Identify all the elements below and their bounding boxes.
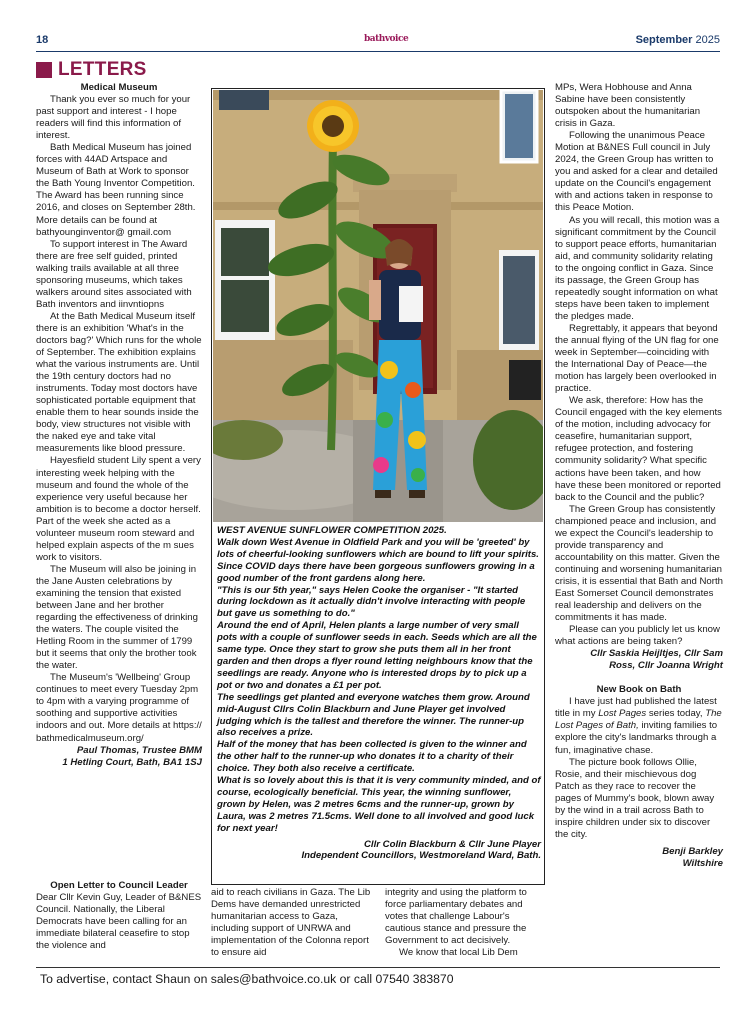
paragraph: Please can you publicly let us know what actions are being taken?: [555, 624, 720, 648]
paragraph: At the Bath Medical Museum itself there is an exhibition 'What's in the doctors bag?' Which runs for the whole of September. The exhibition explains what the various instruments are. Until the 19th century doctors had no instruments. Today most doctors have sophisticated portable equipment that enable them to hear sounds inside the body, view structures not visible with the naked eye and take vital measurements like blood pressure.: [36, 310, 202, 455]
signature: Cllr Saskia Heijltjes, Cllr Sam: [590, 648, 723, 660]
paragraph: The Green Group has consistently championed peace and inclusion, and we expect the Council's leadership to provide transparency and accountability on this matter. Given the continuing and worsening humanitarian crisis, it is essential that Bath and North East Somerset Council demonstrates real leadership and delivers on the commitments it has made.: [555, 503, 723, 624]
issue-year: 2025: [695, 34, 720, 46]
open-letter-part-3: [385, 887, 545, 959]
paragraph: We know that local Lib Dem: [399, 947, 518, 959]
paragraph: We ask, therefore: How has the Council engaged with the key elements of the motion, including advocacy for ceasefire, humanitarian support, refugee protection, and fostering community solidarity? What specific actions have been taken, and how have these been monitored or reported back to the Council and the public?: [555, 395, 722, 503]
paragraph: Thank you ever so much for your past support and interest - I hope readers will find this information of interest.: [36, 94, 191, 142]
sunflower-photo: [213, 90, 543, 522]
signature: Benji Barkley: [662, 845, 723, 857]
caption-paragraph: Walk down West Avenue in Oldfield Park and you will be 'greeted' by lots of cheerful-looking sunflowers which are bound to lift your spirits. Since COVID days there have been gorgeous sunflowers growing in a good number of the front gardens along here.: [217, 536, 539, 584]
paragraph: Following the unanimous Peace Motion at B&NES Full council in July 2024, the Green Group has written to you and asked for a clear and detailed update on the Council's engagement with and actions taken in response to this Peace Motion.: [555, 130, 718, 214]
caption-paragraph: Around the end of April, Helen plants a large number of very small pots with a couple of sunflower seeds in each. Seeds which are all the same type. Once they start to grow she puts them all in her front garden and then drops a flyer round letting neighbours know that the seedlings are ready. Anyone who is interested drops by to pick up a pot or two and donates a £1 per pot.: [217, 620, 537, 691]
photo-caption: [217, 525, 541, 862]
text-run: series today,: [646, 708, 706, 720]
paragraph: The Museum will also be joining in the Jane Austen celebrations by examining the tension that existed between Jane and her brother regarding the effectiveness of drinking the waters. The couple visited the Hetling Room in the summer of 1799 but it seems that only the brother took the water.: [36, 563, 198, 672]
masthead-logo: bathvoice: [364, 34, 409, 44]
header-rule: [36, 51, 720, 52]
caption-paragraph: "This is our 5th year," says Helen Cooke the organiser - "It started during lockdown as it actually didn't involve interacting with people but gave us something to do.": [217, 584, 526, 620]
paragraph: The picture book follows Ollie, Rosie, and their mischievous dog Patch as they race to recover the pages of Mummy's book, blown away by the wind in a trail across Bath to inspire children under six to discover the city.: [555, 756, 715, 840]
letter-heading: Medical Museum: [80, 82, 158, 93]
letter-heading: New Book on Bath: [596, 684, 682, 696]
caption-paragraph: Half of the money that has been collected is given to the winner and the other half to the runner-up who donates it to a charity of their choice. They both also receive a certificate.: [217, 739, 527, 775]
square-bullet-icon: [36, 62, 52, 78]
photo-illustration: [213, 90, 543, 522]
page-number: 18: [36, 34, 49, 46]
page-header: [36, 32, 720, 52]
caption-title: WEST AVENUE SUNFLOWER COMPETITION 2025.: [217, 525, 447, 536]
section-title-label: LETTERS: [58, 59, 147, 80]
signature-continued: Ross, Cllr Joanna Wright: [609, 660, 723, 672]
paragraph: MPs, Wera Hobhouse and Anna Sabine have been consistently outspoken about the humanitarian crisis in Gaza.: [555, 82, 701, 130]
open-letter-part-2: [211, 887, 376, 959]
photo-box: [211, 88, 545, 885]
spacer: [555, 672, 723, 684]
footer-advert: To advertise, contact Shaun on sales@bathvoice.co.uk or call 07540 383870: [40, 972, 454, 986]
book-title: The Lost Pages of Bath,: [555, 708, 722, 732]
text-run: inviting families to explore the city's landmarks through a fun, imaginative chase.: [555, 720, 718, 756]
series-title: Lost Pages: [598, 708, 647, 720]
caption-paragraph: What is so lovely about this is that it is very community minded, and of course, ecologically beneficial. This year, the winning sunflower, grown by Helen, was 2 metres 6cms and the runner-up, grown by Laura, was 2 metres 71.5cms. Well done to all involved and good luck for next year!: [217, 775, 541, 834]
letter-heading: Open Letter to Council Leader: [50, 880, 188, 891]
paragraph: Regrettably, it appears that beyond the annual flying of the UN flag for one week in September—coinciding with the International Day of Peace—the motion has largely been overlooked in practice.: [555, 322, 719, 395]
caption-paragraph: The seedlings get planted and everyone watches them grow. Around mid-August Cllrs Colin Blackburn and June Player get involved judging which is the tallest and therefore the winner. The runner-up also receives a prize.: [217, 691, 530, 739]
signature-address: 1 Hetling Court, Bath, BA1 1SJ: [62, 756, 202, 768]
paragraph: integrity and using the platform to force parliamentary debates and votes that challenge Labour's cautious stance and pressure the Government to act decisively.: [385, 887, 527, 947]
letter-medical-museum: [36, 82, 202, 769]
paragraph: Hayesfield student Lily spent a very interesting week helping with the museum and found the whole of the experience very useful because her ambition is to become a doctor herself. Part of the week she acted as a volunteer museum room steward and helped explain aspects of the m sues work to visitors.: [36, 455, 201, 563]
caption-signature-ward: Independent Councillors, Westmoreland Ward, Bath.: [301, 850, 541, 862]
paragraph: [555, 696, 723, 756]
open-letter-part-1: [36, 880, 202, 952]
section-title: [36, 58, 147, 82]
signature: Paul Thomas, Trustee BMM: [76, 744, 202, 756]
caption-signature: Cllr Colin Blackburn & Cllr June Player: [364, 838, 541, 850]
text-run: I have just had published the latest title in my: [555, 696, 717, 720]
paragraph: aid to reach civilians in Gaza. The Lib Dems have demanded unrestricted humanitarian access to Gaza, including support of UNRWA and implementation of the Colonna report to ensure aid: [211, 887, 371, 959]
paragraph: As you will recall, this motion was a significant commitment by the Council to support peace efforts, humanitarian aid, and community solidarity relating to the ongoing conflict in Gaza. Since its passage, the Green Group has repeatedly sought information on what steps have been taken to implement the pledges made.: [555, 214, 720, 322]
paragraph: Dear Cllr Kevin Guy, Leader of B&NES Council. Nationally, the Liberal Democrats have been calling for an immediate bilateral ceasefire to stop the violence and: [36, 892, 202, 952]
signature-location: Wiltshire: [682, 857, 723, 869]
open-letter-continued: [555, 82, 723, 870]
paragraph: To support interest in The Award there are free self guided, printed walking trails available at all three sponsoring museums, which takes walkers around sites associated with Bath inventors and iinvntiopns: [36, 238, 192, 310]
paragraph: Bath Medical Museum has joined forces with 44AD Artspace and Museum of Bath at Work to sponsor the Bath Young Inventor Competition. The Award has been running since 2016, and closes on September 28th. More details can be found at bathyounginventor@ gmail.com: [36, 142, 196, 238]
footer-rule: [36, 967, 720, 968]
issue-month: September: [635, 34, 693, 46]
paragraph: The Museum's 'Wellbeing' Group continues to meet every Tuesday 2pm to 4pm with a varying programme of soothing and supportive activities indoors and out. More details at https:// bathmedicalmuseum.org/: [36, 672, 202, 744]
issue-date: [636, 34, 720, 46]
